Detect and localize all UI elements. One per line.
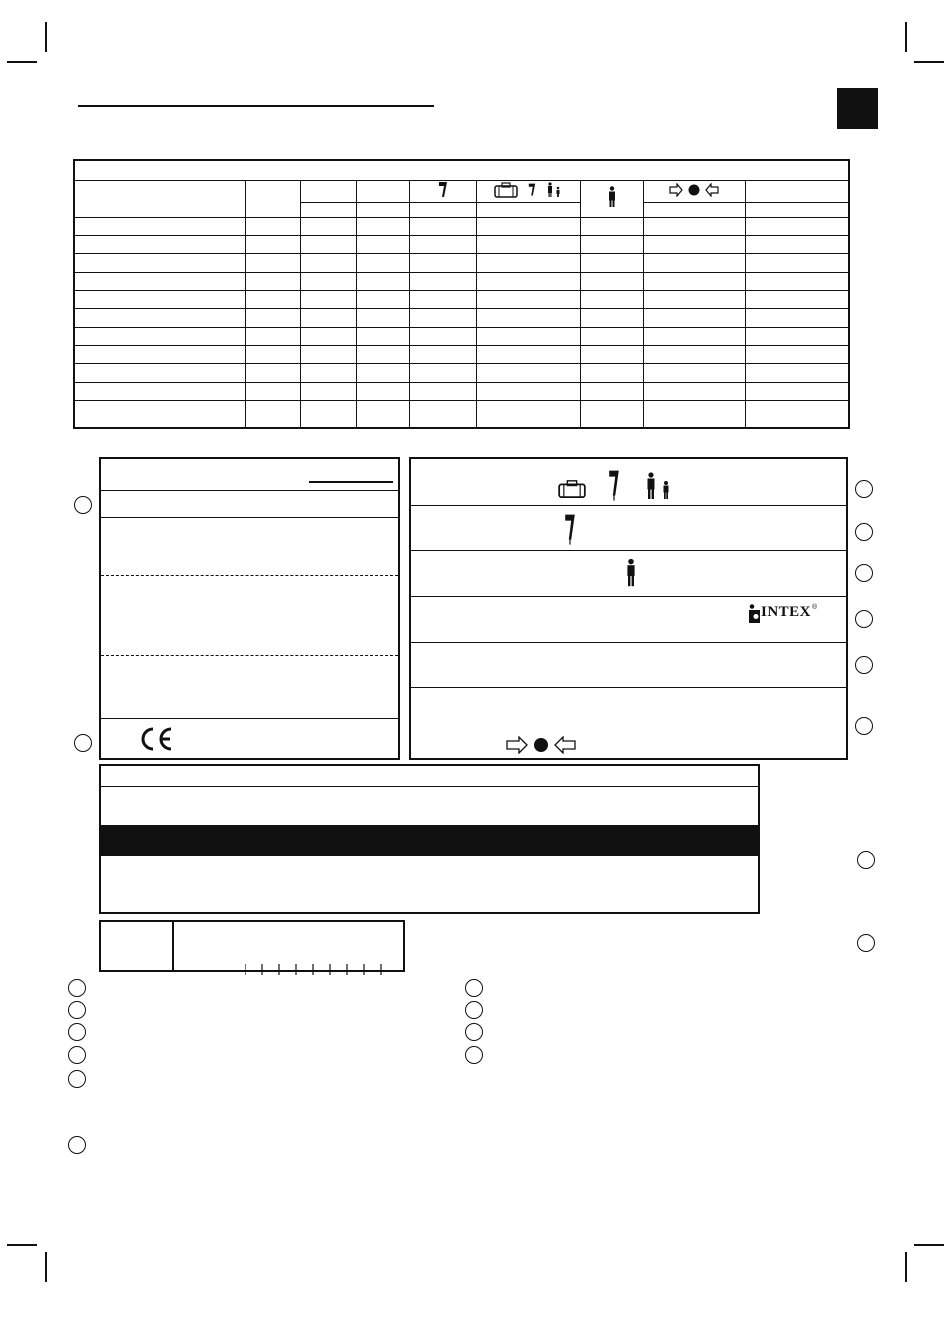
table-header-row-1 — [74, 180, 849, 202]
table-row — [74, 309, 849, 327]
adult-icon — [625, 558, 637, 593]
header-valve-cell — [643, 180, 745, 202]
callout-circle — [855, 717, 873, 735]
right-label-panel — [409, 457, 848, 760]
header-adult-cell — [580, 180, 643, 217]
ce-mark — [137, 727, 175, 756]
hand-pump-icon — [564, 512, 576, 551]
crop-mark-br-v — [905, 1252, 907, 1282]
title-underline — [78, 105, 434, 107]
header-pump-cell — [409, 180, 476, 202]
hand-pump-icon — [528, 182, 536, 201]
valve-arrows-icon — [669, 183, 719, 200]
callout-circle — [465, 1046, 483, 1064]
callout-circle — [855, 523, 873, 541]
left-label-panel — [99, 457, 400, 760]
table-row — [74, 364, 849, 382]
luggage-icon — [558, 479, 586, 504]
table-row — [74, 327, 849, 345]
callout-circle — [465, 1023, 483, 1041]
callout-circle — [465, 1001, 483, 1019]
batch-code-box — [99, 920, 405, 972]
specification-table — [73, 159, 850, 429]
callout-circle — [74, 734, 92, 752]
callout-circle — [855, 564, 873, 582]
callout-circle — [68, 1046, 86, 1064]
callout-circle — [857, 934, 875, 952]
language-tab — [837, 88, 878, 129]
table-row — [74, 290, 849, 308]
callout-circle — [855, 610, 873, 628]
warning-dark-bar — [101, 825, 758, 856]
callout-circle — [68, 1001, 86, 1019]
table-row — [74, 272, 849, 290]
crop-mark-bl-v — [45, 1252, 47, 1282]
callout-circle — [74, 496, 92, 514]
crop-mark-br-h — [914, 1244, 944, 1246]
table-row — [74, 382, 849, 400]
adult-child-icon — [644, 472, 674, 505]
tick-scale — [245, 962, 395, 980]
callout-circle — [855, 656, 873, 674]
valve-arrows-icon — [506, 736, 576, 759]
registered-mark: ® — [812, 604, 818, 611]
intex-logo-mark — [748, 604, 760, 623]
warning-panel — [99, 764, 760, 914]
table-row — [74, 235, 849, 253]
crop-mark-bl-h — [7, 1244, 37, 1246]
callout-circle — [68, 1070, 86, 1088]
adult-child-icon — [546, 182, 562, 201]
table-title-row — [74, 160, 849, 180]
callout-circle — [465, 979, 483, 997]
callout-circle — [855, 480, 873, 498]
intex-logo — [748, 604, 817, 623]
callout-circle — [68, 1136, 86, 1154]
hand-pump-icon — [438, 181, 448, 199]
adult-icon — [607, 186, 617, 211]
panel-underline — [309, 481, 393, 483]
callout-circle — [68, 979, 86, 997]
crop-mark-tl-h — [7, 61, 37, 63]
crop-mark-tl-v — [45, 22, 47, 52]
callout-circle — [68, 1023, 86, 1041]
table-row — [74, 217, 849, 235]
intex-logo-text: INTEX — [761, 604, 812, 620]
callout-circle — [857, 851, 875, 869]
table-row — [74, 400, 849, 428]
crop-mark-tr-h — [914, 61, 944, 63]
header-load-cell — [476, 180, 580, 202]
crop-mark-tr-v — [905, 22, 907, 52]
hand-pump-icon — [608, 469, 620, 506]
table-row — [74, 254, 849, 272]
luggage-icon — [494, 182, 518, 201]
table-row — [74, 345, 849, 363]
